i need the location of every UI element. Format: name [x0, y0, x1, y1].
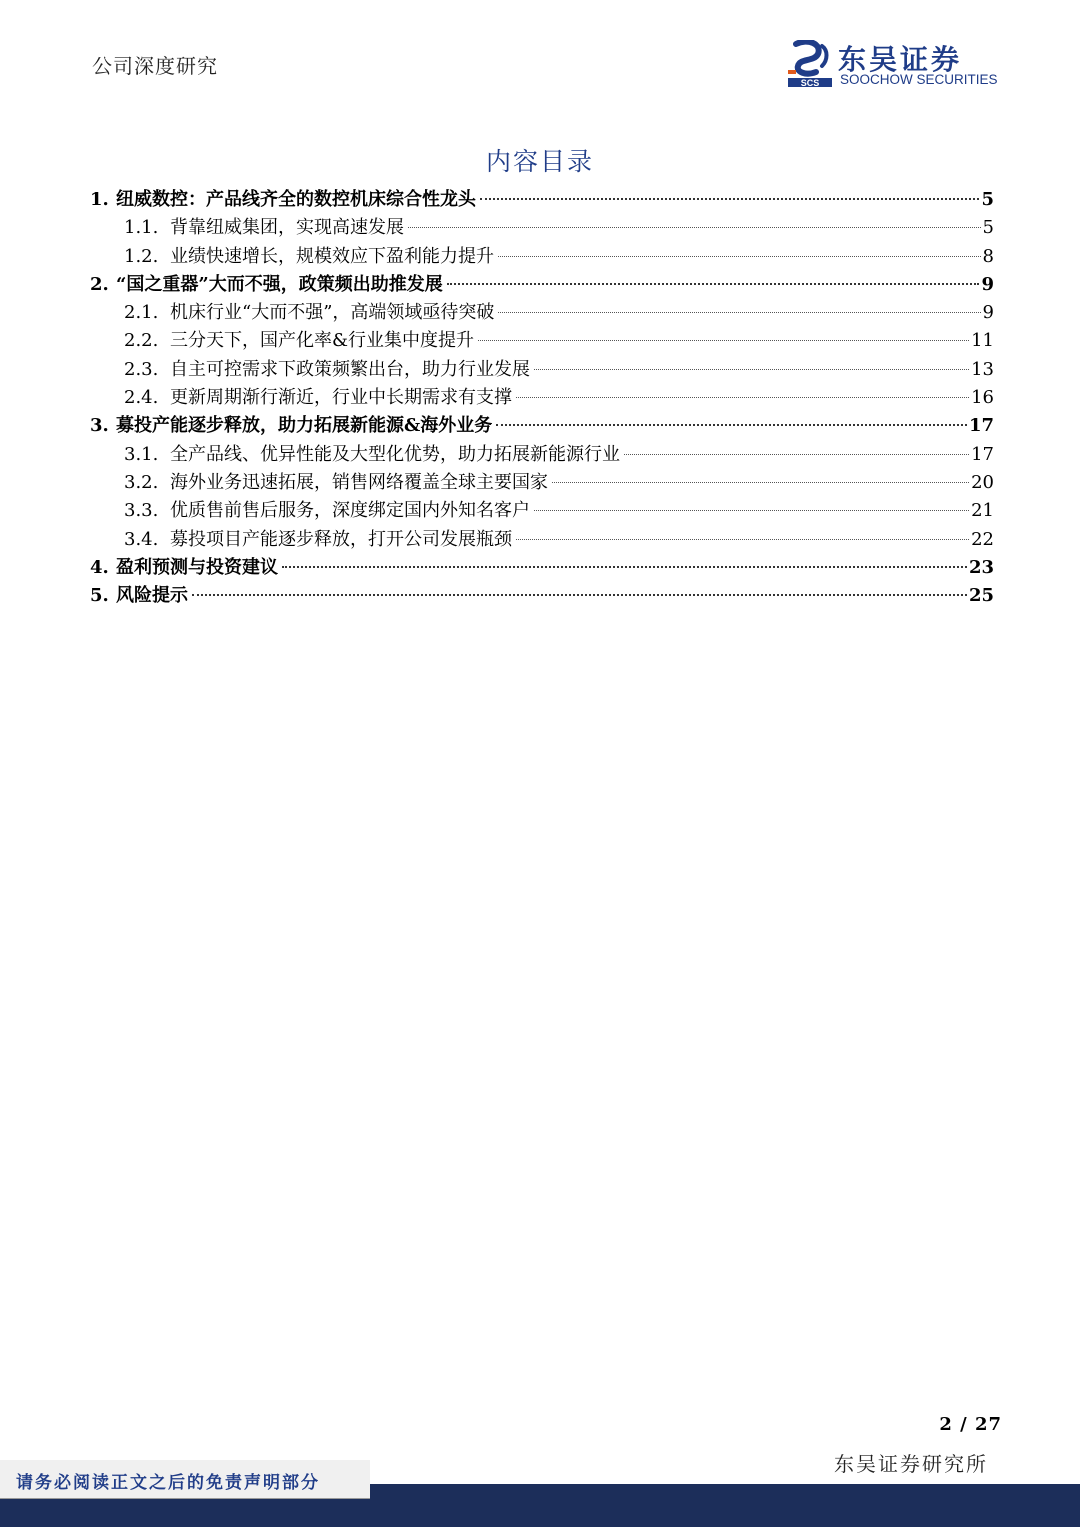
toc-entry-title: 背靠纽威集团，实现高速发展: [170, 217, 404, 239]
toc-entry-title: 更新周期渐行渐近，行业中长期需求有支撑: [170, 387, 512, 409]
logo-abbr: SCS: [800, 78, 820, 88]
page-indicator: 2 / 27: [939, 1414, 1002, 1435]
toc-leader-dots: [516, 397, 969, 398]
toc-leader-dots: [480, 198, 979, 200]
toc-entry[interactable]: [90, 441, 994, 469]
toc-entry[interactable]: [90, 299, 994, 327]
toc-entry[interactable]: [90, 243, 994, 271]
disclaimer-text: 请务必阅读正文之后的免责声明部分: [16, 1473, 320, 1493]
toc-entry-title: 纽威数控：产品线齐全的数控机床综合性龙头: [116, 189, 476, 210]
toc-entry-number: 2.2.: [124, 330, 159, 352]
report-type-label: 公司深度研究: [92, 54, 218, 78]
institute-name: 东吴证券研究所: [834, 1452, 988, 1476]
toc-leader-dots: [496, 424, 967, 426]
soochow-securities-logo: [788, 40, 1008, 90]
toc-entry-title: 风险提示: [116, 585, 188, 607]
toc-entry-title: 盈利预测与投资建议: [116, 556, 278, 578]
toc-entry-number: 3.: [90, 415, 109, 437]
toc-leader-dots: [408, 227, 981, 228]
toc-entry[interactable]: [90, 327, 994, 355]
toc-entry-number: 1.1.: [124, 217, 159, 239]
toc-entry-page: 23: [968, 556, 994, 578]
toc-entry-page: 22: [971, 528, 994, 550]
toc-leader-dots: [498, 312, 980, 313]
toc-entry-number: 5.: [90, 585, 109, 607]
toc-entry-number: 3.2.: [124, 471, 159, 493]
toc-entry[interactable]: [90, 412, 994, 440]
toc-entry-page: 21: [971, 500, 994, 522]
toc-entry-title: 机床行业“大而不强”，高端领域亟待突破: [170, 302, 495, 324]
toc-entry[interactable]: [90, 271, 994, 299]
toc-entry[interactable]: [90, 356, 994, 384]
toc-entry-page: 17: [968, 415, 994, 437]
logo-brand-cn: 东吴证券: [838, 43, 963, 76]
toc-leader-dots: [498, 256, 981, 257]
toc-entry-title: 业绩快速增长，规模效应下盈利能力提升: [170, 245, 494, 267]
toc-entry[interactable]: [90, 469, 994, 497]
toc-leader-dots: [534, 369, 969, 370]
toc-entry[interactable]: [90, 497, 994, 525]
toc-entry-page: 25: [968, 585, 994, 607]
toc-entry-page: 17: [971, 443, 994, 465]
toc-entry-page: 16: [971, 387, 994, 409]
toc-entry-title: 自主可控需求下政策频繁出台，助力行业发展: [170, 358, 530, 380]
toc-entry-title: 三分天下，国产化率&行业集中度提升: [170, 330, 475, 352]
toc-entry-number: 2.3.: [124, 358, 159, 380]
soochow-logo-icon: [788, 40, 832, 88]
toc-leader-dots: [624, 454, 969, 455]
toc-entry-page: 5: [982, 217, 994, 239]
toc-entry-number: 3.3.: [124, 500, 159, 522]
toc-title: 内容目录: [485, 147, 594, 176]
toc-entry-page: 20: [971, 471, 994, 493]
toc-entry-page: 5: [981, 189, 994, 210]
toc-entry-number: 1.: [90, 189, 109, 210]
toc-entry[interactable]: [90, 214, 994, 242]
toc-leader-dots: [447, 283, 980, 285]
logo-brand-en: SOOCHOW SECURITIES: [840, 72, 998, 87]
toc-entry-title: 募投产能逐步释放，助力拓展新能源&海外业务: [116, 415, 493, 437]
toc-entry-number: 2.1.: [124, 302, 159, 324]
toc-leader-dots: [192, 594, 967, 596]
toc-entry[interactable]: [90, 582, 994, 610]
toc-entry-number: 4.: [90, 556, 109, 578]
toc-entry-page: 9: [981, 273, 994, 295]
toc-leader-dots: [516, 539, 969, 540]
toc-entry-number: 3.4.: [124, 528, 159, 550]
toc-leader-dots: [478, 340, 969, 341]
toc-entry-page: 13: [971, 358, 994, 380]
toc-entry-title: “国之重器”大而不强，政策频出助推发展: [116, 273, 443, 295]
toc-leader-dots: [552, 482, 969, 483]
toc-entry-number: 3.1.: [124, 443, 159, 465]
toc-entry[interactable]: [90, 186, 994, 214]
toc-entry[interactable]: [90, 526, 994, 554]
toc-entry-page: 11: [971, 330, 994, 352]
toc-entry-title: 优质售前售后服务，深度绑定国内外知名客户: [170, 500, 530, 522]
table-of-contents: [90, 186, 994, 610]
toc-leader-dots: [534, 510, 969, 511]
toc-leader-dots: [282, 566, 967, 568]
toc-entry-title: 募投项目产能逐步释放，打开公司发展瓶颈: [170, 528, 512, 550]
toc-entry[interactable]: [90, 384, 994, 412]
toc-entry-title: 海外业务迅速拓展，销售网络覆盖全球主要国家: [170, 471, 548, 493]
toc-entry-page: 9: [982, 302, 994, 324]
toc-entry-number: 2.: [90, 273, 109, 295]
toc-entry-title: 全产品线、优异性能及大型化优势，助力拓展新能源行业: [170, 443, 620, 465]
disclaimer-box: [0, 1460, 370, 1499]
toc-entry-number: 1.2.: [124, 245, 159, 267]
toc-entry-page: 8: [982, 245, 994, 267]
toc-entry-number: 2.4.: [124, 387, 159, 409]
toc-entry[interactable]: [90, 554, 994, 582]
